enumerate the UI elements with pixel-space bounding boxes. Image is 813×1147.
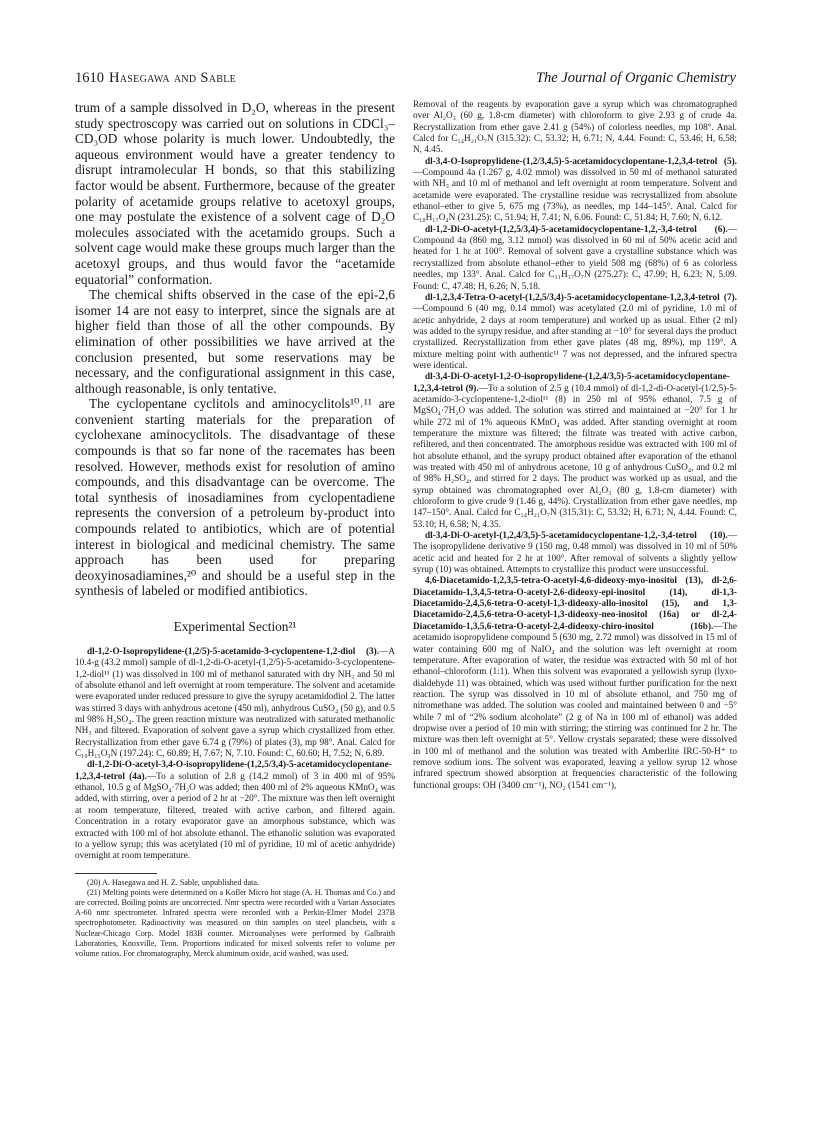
right-column bbox=[413, 100, 737, 792]
experimental-entry bbox=[413, 531, 737, 576]
compound-name: dl-3,4-O-Isopropylidene-(1,2/3,4,5)-5-acetamidocyclopentane-1,2,3,4-tetrol (5). bbox=[425, 156, 737, 167]
procedure-text: Removal of the reagents by evaporation gave a syrup which was chromatographed over Al₂O₃ (60 g, 1.8-cm diameter) with chloroform to give 2.93 g of crude 4a. Recrystallization from ether gave 2.41 g (54%) of colorless needles, mp 108°. Anal. Calcd for C₁₄H₂₁O₇N (315.32): C, 53.32; H, 6.71; N, 4.44. Found: C, 53.46; H, 6.58; N, 4.45. bbox=[413, 100, 737, 156]
experimental-entry bbox=[413, 293, 737, 372]
compound-name: dl-1,2-Di-O-acetyl-(1,2,5/3,4)-5-acetamidocyclopentane-1,2,-3,4-tetrol (6). bbox=[425, 224, 728, 235]
running-header bbox=[75, 70, 736, 90]
compound-name: dl-3,4-Di-O-acetyl-1,2-O-isopropylidene-(1,2,4/3,5)-5-acetamidocyclopentane-1,2,3,4-tetrol (9). bbox=[413, 372, 730, 394]
procedure-text: —Compound 6 (40 mg, 0.14 mmol) was acetylated (2.0 ml of pyridine, 1.0 ml of acetic anhydride, 2 days at room temperature) and worked up as usual. Ether (2 ml) was added to the syrupy residue, and after standing at −10° for several days the product crystallized. Recrystallization from ether gave plates (48 mg, 89%), mp 119°. A mixture melting point with authentic¹¹ 7 was not depressed, and the infrared spectra were identical. bbox=[413, 304, 737, 371]
compound-name: dl-1,2,3,4-Tetra-O-acetyl-(1,2,5/3,4)-5-acetamidocyclopentane-1,2,3,4-tetrol (7). bbox=[425, 292, 737, 303]
page-number: 1610 bbox=[75, 70, 104, 86]
footnote-rule bbox=[75, 873, 157, 874]
procedure-text: —To a solution of 2.5 g (10.4 mmol) of dl-1,2-di-O-acetyl-(1/2,5)-5-acetamido-3-cyclopentene-1,2-diol¹¹ (8) in 250 ml of 95% ethanol, 7.5 g of MgSO₄·7H₂O was added. The solution was stirred and maintained at −20° for 1 hr while 272 ml of 1% aqueous KMnO₄ was added. After standing overnight at room temperature the mixture was filtered; the filtrate was treated with active carbon, refiltered, and then concentrated. The amorphous residue was extracted with 100 ml of hot absolute ethanol, and the syrupy product obtained after evaporation of the ethanol was treated with 450 ml of anhydrous acetone, 10 g of anhydrous CuSO₄, and 0.2 ml of 98% H₂SO₄, and stirred for 2 days. The product was worked up as usual, and the syrup obtained was chromatographed over Al₂O₃ (80 g, 1.8-cm diameter) with chloroform to give crude 9 (1.46 g, 44%). Crystallization from ether gave needles, mp 147–150°. Anal. Calcd for C₁₄H₂₁O₇N (315.31): C, 53.32; H, 6.71; N, 4.44. Found: C, 53.10; H, 6.58; N, 4.35. bbox=[413, 383, 737, 530]
journal-title: The Journal of Organic Chemistry bbox=[535, 70, 736, 86]
procedure-text: —Compound 4a (860 mg, 3.12 mmol) was dissolved in 60 ml of 50% acetic acid and heated for 1 hr at 100°. Removal of solvent gave a crystalline substance which was recrystallized from absolute ethanol–ether to yield 508 mg (68%) of 6 as colorless needles, mp 133°. Anal. Calcd for C₁₁H₁₇O₇N (275.27): C, 47.99; H, 6.23; N, 5.09. Found: C, 47.48; H, 6.26; N, 5.18. bbox=[413, 224, 737, 292]
experimental-entry bbox=[75, 647, 395, 760]
left-column bbox=[75, 100, 395, 959]
footnote: (20) A. Hasegawa and H. Z. Sable, unpublished data. bbox=[87, 877, 259, 887]
running-authors: Hasegawa and Sable bbox=[109, 70, 237, 86]
experimental-entry bbox=[413, 157, 737, 225]
compound-name: 4,6-Diacetamido-1,2,3,5-tetra-O-acetyl-4,6-dideoxy-myo-inositol (13), dl-2,6-Diacetamido-1,3,4,5-tetra-O-acetyl-2,6-dideoxy-epi-inositol (14), dl-1,3-Diacetamido-2,4,5,6-tetra-O-acetyl-1,3-dideoxy-allo-inositol (15), and 1,3-Diacetamido-2,4,5,6-tetra-O-acetyl-1,3-dideoxy-neo-inositol (16a) or dl-2,4-Diacetamido-1,3,5,6-tetra-O-acetyl-2,4-dideoxy-chiro-inositol (16b). bbox=[413, 576, 737, 632]
body-paragraph: trum of a sample dissolved in D₂O, whereas in the present study spectroscopy was carried out on solutions in CDCl₃–CD₃OD whose polarity is much lower. Undoubtedly, the aqueous environment would have a greater tendency to disrupt intramolecular H bonds, so that this stabilizing factor would be absent. Furthermore, because of the greater polarity of acetamide groups relative to acetoxyl groups, one may postulate the existence of a solvent cage of D₂O molecules associated with the acetamido groups. Such a solvent cage would make these groups much larger than the acetoxyl groups, and thus would favor the “acetamide equatorial” conformation. bbox=[75, 100, 395, 287]
experimental-entry bbox=[75, 760, 395, 862]
section-heading: Experimental Section²¹ bbox=[173, 619, 297, 634]
body-paragraph: The chemical shifts observed in the case of the epi-2,6 isomer 14 are not easy to interpret, since the signals are at higher field than those of all the other compounds. By elimination of other possibilities we have arrived at the conclusion presented, but some reservations may be necessary, and the configurational assignment in this case, although reasonable, is only tentative. bbox=[75, 287, 395, 396]
experimental-entry bbox=[413, 576, 737, 792]
compound-name: dl-3,4-Di-O-acetyl-(1,2,4/3,5)-5-acetamidocyclopentane-1,2,-3,4-tetrol (10). bbox=[425, 531, 728, 542]
procedure-text: —Compound 4a (1.267 g, 4.02 mmol) was dissolved in 50 ml of methanol saturated with NH₃ and 10 ml of methanol and left overnight at room temperature. Solvent and acetamide were evaporated. The crystalline residue was recrystallized from absolute ethanol–ether to give 5, 675 mg (73%), as needles, mp 144–145°. Anal. Calcd for C₁₀H₁₇O₄N (231.25): C, 51.94; H, 7.41; N, 6.06. Found: C, 51.84; H, 7.60; N, 6.12. bbox=[413, 168, 737, 224]
footnote: (21) Melting points were determined on a Kofler Micro hot stage (A. H. Thomas and Co.) and are corrected. Boiling points are uncorrected. Nmr spectra were recorded with a Varian Associates A-60 nmr spectrometer. Infrared spectra were recorded with a Perkin-Elmer Model 237B spectrophotometer. Radioactivity was measured on thin samples on steel planchets, with a Nuclear-Chicago Corp. Model 183B counter. Microanalyses were performed by Galbraith Laboratories, Knoxville, Tenn. Proportions indicated for mixed solvents refer to volume per volume ratios. For chromatography, Merck aluminum oxide, acid washed, was used. bbox=[75, 887, 395, 958]
compound-name: dl-1,2-O-Isopropylidene-(1,2/5)-5-acetamido-3-cyclopentene-1,2-diol (3). bbox=[87, 647, 380, 657]
experimental-entry bbox=[413, 225, 737, 293]
experimental-entry bbox=[413, 372, 737, 531]
compound-name: dl-1,2-Di-O-acetyl-3,4-O-isopropylidene-(1,2,5/3,4)-5-acetamidocyclopentane-1,2,3,4-tetrol (4a). bbox=[75, 760, 392, 782]
procedure-text: —A 10.4-g (43.2 mmol) sample of dl-1,2-di-O-acetyl-(1,2/5)-5-acetamido-3-cyclopentene-1,2-diol¹¹ (1) was dissolved in 100 ml of methanol saturated with dry NH₃ and 50 ml of absolute ethanol and left overnight at room temperature. The solvent and acetamide were evaporated under reduced pressure to give the syrupy acetamidodiol 2. The latter was stirred 3 days with anhydrous acetone (450 ml), anhydrous CuSO₄ (50 g), and 0.5 ml 98% H₂SO₄. The green reaction mixture was neutralized with saturated methanolic NH₃ and filtered. Evaporation of solvent gave a syrup which crystallized from ether. Recrystallization from ether gave 6.74 g (79%) of plates (3), mp 98°. Anal. Calcd for C₁₀H₁₅O₃N (197.24): C, 60.89; H, 7.67; N, 7.10. Found: C, 60.60; H, 7.52; N, 6.89. bbox=[75, 647, 395, 760]
procedure-text: —The acetamido isopropylidene compound 5 (630 mg, 2.72 mmol) was dissolved in 15 ml of water containing 600 mg of NaIO₄ and the solution was left overnight at room temperature. After evaporation of water, the residue was extracted with 50 ml of hot ethanol–chloroform (1:1). When this solvent was evaporated a yellowish syrup (lyxo-dialdehyde 11) was obtained, which was used without further purification for the next reaction. The syrup was dissolved in 10 ml of absolute ethanol, and 750 mg of nitromethane was added. The solution was cooled and maintained between 0 and −5° while 7 ml of “2% sodium alcoholate” (2 g of Na in 100 ml of ethanol) was added dropwise over a period of 10 min with stirring; the stirring was continued for 2 hr. The mixture was then left overnight at 5°. Yellow crystals separated; these were dissolved in 100 ml of methanol and the solution was treated with Amberlite IRC-50-H⁺ to remove sodium ions. The solvent was evaporated, leaving a yellow syrup 12 whose infrared spectrum showed absorption at frequencies characteristic of the following functional groups: OH (3400 cm⁻¹), NO₂ (1541 cm⁻¹), bbox=[413, 621, 737, 791]
procedure-text: —The isopropylidene derivative 9 (150 mg, 0.48 mmol) was dissolved in 10 ml of 50% acetic acid and heated for 2 hr at 100°. After removal of solvents a slightly yellow syrup (10) was obtained. Attempts to crystallize this product were unsuccessful. bbox=[413, 531, 737, 576]
body-paragraph: The cyclopentane cyclitols and aminocyclitols¹⁰˒¹¹ are convenient starting materials for the preparation of cyclohexane aminocyclitols. The disadvantage of these compounds is that so far none of the racemates has been resolved. However, methods exist for resolution of amino compounds, and this disadvantage can be overcome. The total synthesis of inosadiamines from cyclopentadiene represents the conversion of a petroleum by-product into compounds related to antibiotics, which are of potential interest in biological and medicinal chemistry. The same approach has been used for preparing deoxyinosadiamines,²⁰ and should be a useful step in the synthesis of labeled or modified antibiotics. bbox=[75, 396, 395, 599]
procedure-text: —To a solution of 2.8 g (14.2 mmol) of 3 in 400 ml of 95% ethanol, 10.5 g of MgSO₄·7H₂O was added; then 400 ml of 2% aqueous KMnO₄ was added, with stirring, over a period of 2 hr at −20°. The mixture was then left overnight at room temperature, filtered, treated with active carbon, and filtered again. Concentration in a rotary evaporator gave an amorphous substance, which was extracted with 100 ml of hot absolute ethanol. The ethanolic solution was evaporated to a yellow syrup; this was acetylated (10 ml of pyridine, 10 ml of acetic anhydride) overnight at room temperature. bbox=[75, 771, 395, 862]
